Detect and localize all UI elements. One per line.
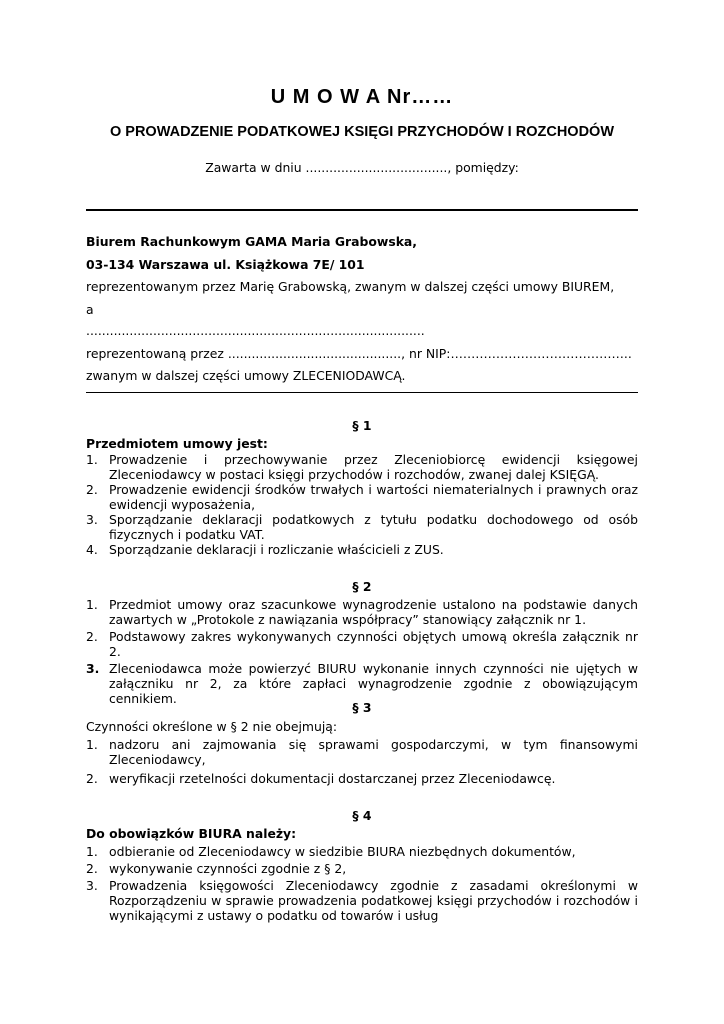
list-item: 1. Prowadzenie i przechowywanie przez Zleceniobiorcę ewidencji księgowej Zleceniodawcy w postaci księgi przychodów i rozchodów, zwanej dalej KSIĘGĄ. — [86, 452, 638, 482]
list-item: 1. Przedmiot umowy oraz szacunkowe wynagrodzenie ustalono na podstawie danych zawartych w „Protokole z nawiązania współpracy” stanowiący załącznik nr 1. — [86, 597, 638, 627]
section-intro: Do obowiązków BIURA należy: — [86, 826, 297, 841]
section-intro: Przedmiotem umowy jest: — [86, 436, 268, 451]
document-subtitle: O PROWADZENIE PODATKOWEJ KSIĘGI PRZYCHODÓW I ROZCHODÓW — [109, 124, 615, 140]
section-2-list — [86, 597, 638, 706]
bureau-name: Biurem Rachunkowym GAMA Maria Grabowska, — [86, 234, 418, 249]
list-item: 1. nadzoru ani zajmowania się sprawami gospodarczymi, w tym finansowymi Zleceniodawcy, — [86, 737, 638, 767]
section-heading: § 1 — [352, 418, 372, 433]
divider-top — [86, 209, 638, 211]
concluded-line: Zawarta w dniu ...................................., pomiędzy: — [205, 160, 519, 175]
divider-bottom — [86, 392, 638, 393]
section-3-list — [86, 737, 638, 786]
bureau-address: 03-134 Warszawa ul. Książkowa 7E/ 101 — [86, 257, 365, 272]
list-item: 2. weryfikacji rzetelności dokumentacji dostarczanej przez Zleceniodawcę. — [86, 771, 556, 786]
client-representation: reprezentowaną przez ............................................, nr NIP:…………………………………….. — [86, 346, 632, 361]
section-heading: § 4 — [352, 808, 372, 823]
list-item: 3. Sporządzanie deklaracji podatkowych z tytułu podatku dochodowego od osób fizycznych i podatku VAT. — [86, 512, 638, 542]
conjunction: a — [86, 302, 94, 317]
section-heading: § 2 — [352, 579, 372, 594]
client-name-placeholder: ...................................................................................... — [86, 323, 425, 338]
list-item: 3. Prowadzenia księgowości Zleceniodawcy zgodnie z zasadami określonymi w Rozporządzeniu w sprawie prowadzenia podatkowej księgi przychodów i rozchodów i wynikającymi z ustawy o podatku od towarów i usług — [86, 878, 638, 923]
section-4-list — [86, 844, 638, 923]
list-item: 2. Podstawowy zakres wykonywanych czynności objętych umową określa załącznik nr 2. — [86, 629, 638, 659]
document-title: U M O W A Nr…… — [270, 86, 454, 108]
client-named: zwanym w dalszej części umowy ZLECENIODAWCĄ. — [86, 368, 406, 383]
section-heading: § 3 — [352, 700, 372, 715]
section-1-list — [86, 452, 638, 557]
list-item: 3. Zleceniodawca może powierzyć BIURU wykonanie innych czynności nie ujętych w załączniku nr 2, za które zapłaci wynagrodzenie zgodnie z obowiązującym cennikiem. — [86, 661, 638, 706]
list-item: 2. wykonywanie czynności zgodnie z § 2, — [86, 861, 347, 876]
list-item: 1. odbieranie od Zleceniodawcy w siedzibie BIURA niezbędnych dokumentów, — [86, 844, 576, 859]
section-intro: Czynności określone w § 2 nie obejmują: — [86, 719, 338, 734]
bureau-representation: reprezentowanym przez Marię Grabowską, zwanym w dalszej części umowy BIUREM, — [86, 279, 615, 294]
list-item: 4. Sporządzanie deklaracji i rozliczanie właścicieli z ZUS. — [86, 542, 444, 557]
list-item: 2. Prowadzenie ewidencji środków trwałych i wartości niematerialnych i prawnych oraz ewidencji wyposażenia, — [86, 482, 638, 512]
